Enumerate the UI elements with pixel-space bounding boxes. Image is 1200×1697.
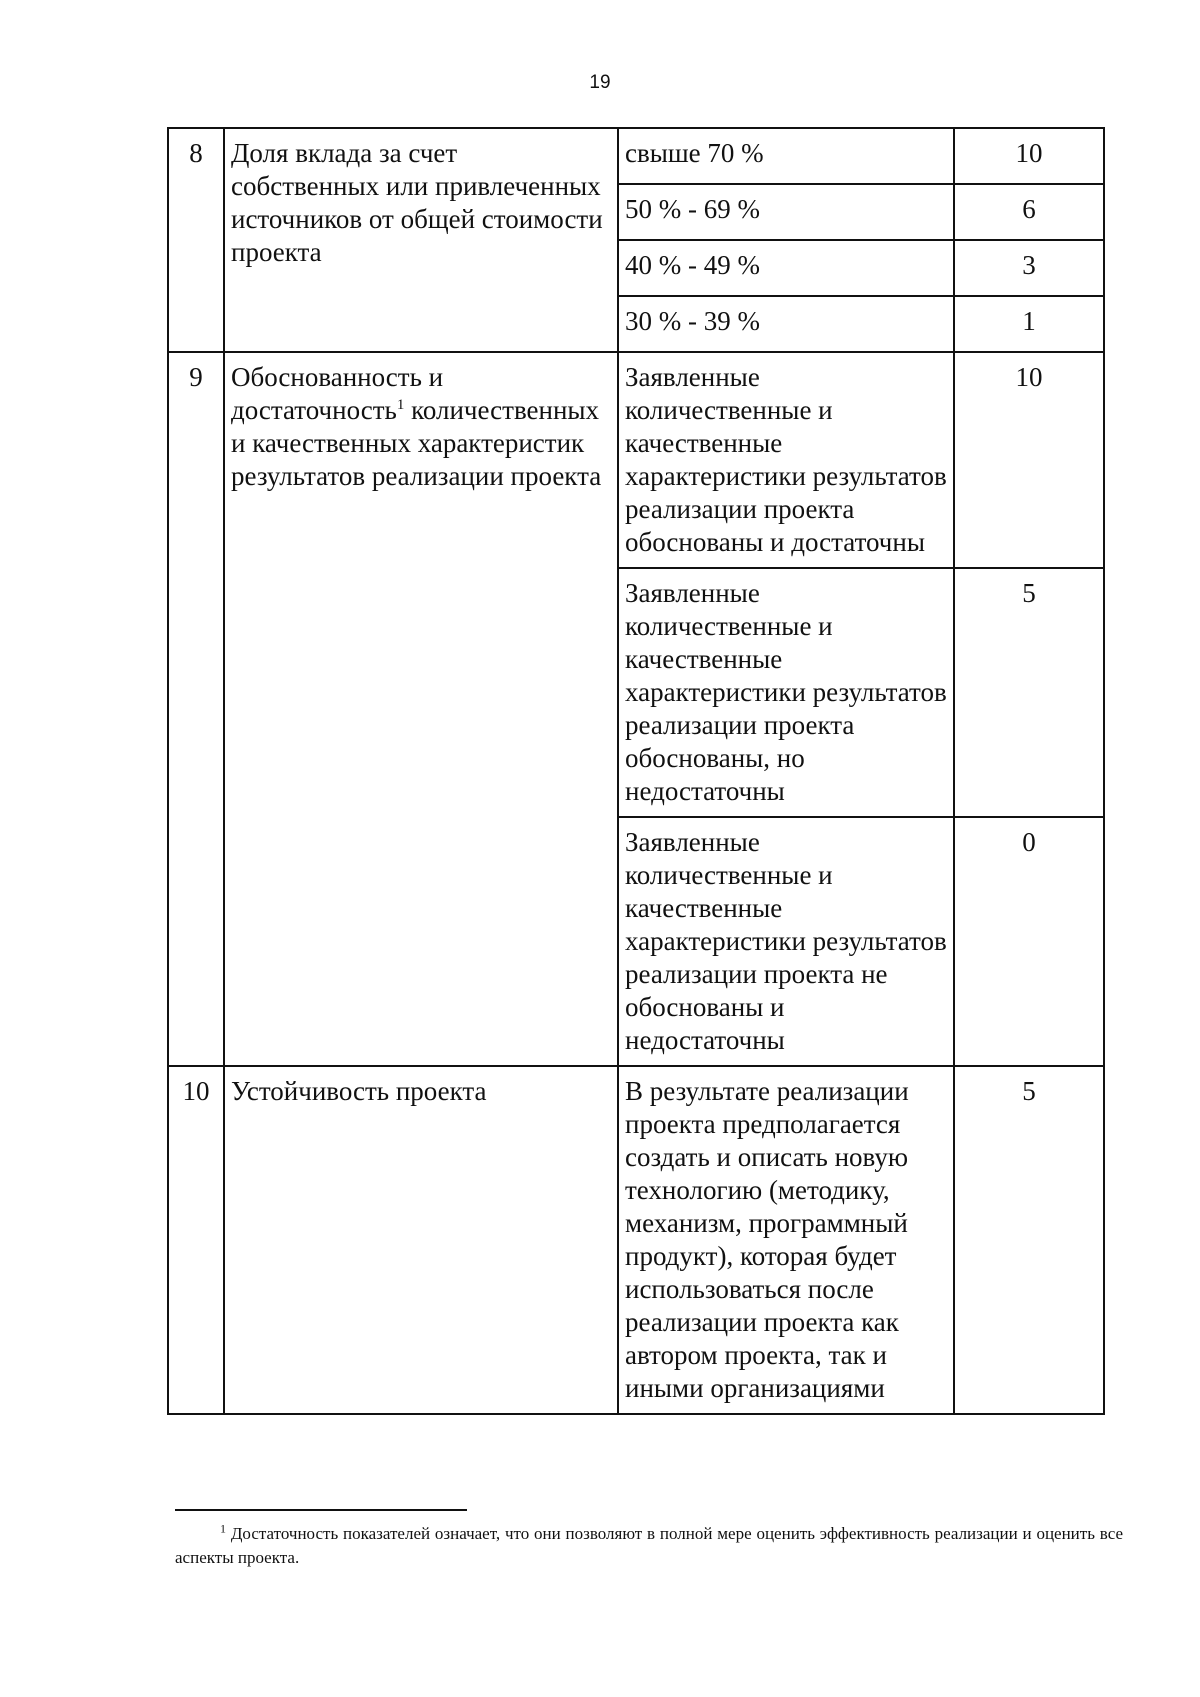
option-text: В результате реализации проекта предполагается создать и описать новую технологию (методику, механизм, программный продукт), которая будет использоваться после реализации проекта как автором проекта, так и иными организациями: [618, 1066, 954, 1414]
option-text: 30 % - 39 %: [618, 296, 954, 352]
page-number: 19: [589, 72, 611, 93]
evaluation-criteria-table: [167, 127, 1105, 1415]
option-score: 5: [954, 1066, 1104, 1414]
table-row: [168, 128, 1104, 184]
criterion-number: 8: [168, 128, 224, 352]
option-score: 3: [954, 240, 1104, 296]
option-score: 10: [954, 128, 1104, 184]
table-row: [168, 1066, 1104, 1414]
criterion-name: [224, 352, 618, 1066]
option-score: 1: [954, 296, 1104, 352]
option-score: 0: [954, 817, 1104, 1066]
option-text: Заявленные количественные и качественные характеристики результатов реализации проекта обоснованы, но недостаточны: [618, 568, 954, 817]
footnote-text: Достаточность показателей означает, что они позволяют в полной мере оценить эффективность реализации и оценить все аспекты проекта.: [175, 1524, 1124, 1567]
table-row: [168, 352, 1104, 568]
criterion-number: 9: [168, 352, 224, 1066]
option-text: Заявленные количественные и качественные характеристики результатов реализации проекта не обоснованы и недостаточны: [618, 817, 954, 1066]
criterion-number: 10: [168, 1066, 224, 1414]
footnote-marker: 1: [220, 1521, 226, 1536]
criterion-name-part1: Обоснованность и достаточность: [231, 362, 444, 425]
footnote-separator: [175, 1509, 467, 1511]
footnote-reference: 1: [396, 397, 405, 413]
footnote: [175, 1522, 1123, 1570]
option-text: 50 % - 69 %: [618, 184, 954, 240]
criterion-name: Устойчивость проекта: [224, 1066, 618, 1414]
option-score: 6: [954, 184, 1104, 240]
option-score: 10: [954, 352, 1104, 568]
option-text: 40 % - 49 %: [618, 240, 954, 296]
option-score: 5: [954, 568, 1104, 817]
criterion-name: Доля вклада за счет собственных или привлеченных источников от общей стоимости проекта: [224, 128, 618, 352]
option-text: свыше 70 %: [618, 128, 954, 184]
criterion-name-part2: количественных и качественных характеристик результатов реализации проекта: [231, 395, 602, 491]
option-text: Заявленные количественные и качественные характеристики результатов реализации проекта обоснованы и достаточны: [618, 352, 954, 568]
